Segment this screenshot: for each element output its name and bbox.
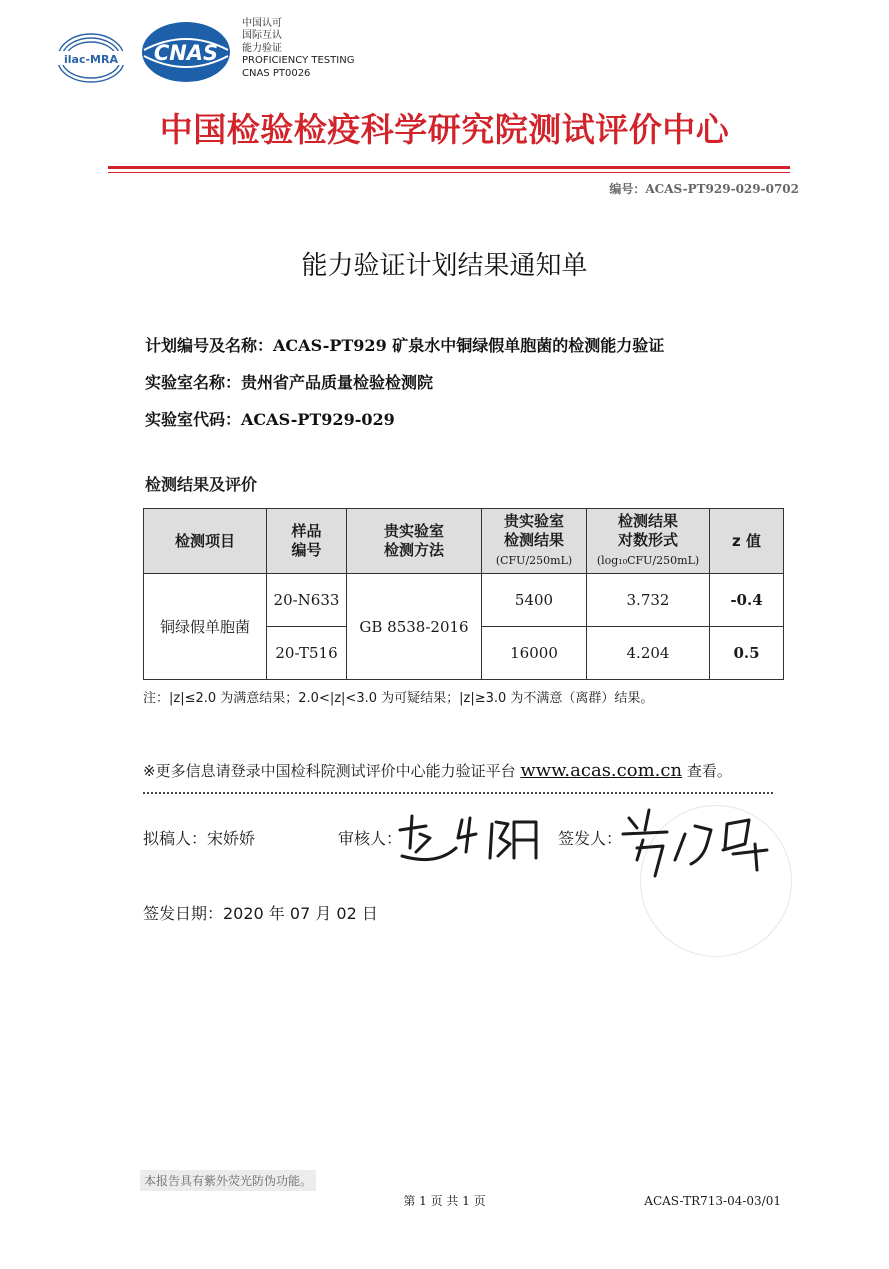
issuer-label: 签发人： xyxy=(558,829,623,848)
lab-code-info xyxy=(145,407,395,430)
table-header-row xyxy=(144,509,784,574)
cnas-line: PROFICIENCY TESTING xyxy=(242,55,355,67)
cell-z: -0.4 xyxy=(710,574,784,627)
lab-name-value: 贵州省产品质量检验检测院 xyxy=(241,373,434,392)
header-result: 贵实验室 检测结果 (CFU/250mL) xyxy=(482,509,587,574)
evaluation-note: 注：|z|≤2.0 为满意结果；2.0<|z|<3.0 为可疑结果；|z|≥3.0 为不满意（离群）结果。 xyxy=(143,691,654,706)
form-code: ACAS-TR713-04-03/01 xyxy=(644,1194,781,1208)
ilac-mra-logo xyxy=(52,30,130,86)
header-sample: 样品 编号 xyxy=(267,509,347,574)
svg-text:CNAS: CNAS xyxy=(153,41,219,65)
dotted-divider xyxy=(143,792,773,794)
plan-label: 计划编号及名称： xyxy=(145,336,274,355)
header-method: 贵实验室 检测方法 xyxy=(347,509,482,574)
cell-sample: 20-T516 xyxy=(267,627,347,680)
cell-method: GB 8538-2016 xyxy=(347,574,482,680)
document-title: 能力验证计划结果通知单 xyxy=(301,251,588,281)
more-info-prefix: ※更多信息请登录中国检科院测试评价中心能力验证平台 xyxy=(143,762,521,780)
svg-text:ilac-MRA: ilac-MRA xyxy=(64,53,118,66)
cell-z: 0.5 xyxy=(710,627,784,680)
plan-info xyxy=(145,333,664,356)
issuer-signature xyxy=(615,804,790,888)
lab-code-value: ACAS-PT929-029 xyxy=(241,410,395,429)
header-divider-thin xyxy=(108,172,790,173)
more-info xyxy=(143,760,732,781)
header-z: z 值 xyxy=(710,509,784,574)
header-item: 检测项目 xyxy=(144,509,267,574)
cell-log: 3.732 xyxy=(587,574,710,627)
uv-security-note: 本报告具有紫外荧光防伪功能。 xyxy=(140,1170,316,1191)
cnas-line: 国际互认 xyxy=(242,30,282,42)
document-number: 编号：ACAS-PT929-029-0702 xyxy=(609,182,799,196)
header-log: 检测结果 对数形式 (log₁₀CFU/250mL) xyxy=(587,509,710,574)
reviewer-signature xyxy=(396,808,546,874)
lab-name-info xyxy=(145,370,433,393)
cnas-accreditation-text xyxy=(242,18,354,80)
cell-result: 16000 xyxy=(482,627,587,680)
org-name: 中国检验检疫科学研究院测试评价中心 xyxy=(159,110,730,149)
plan-value: ACAS-PT929 矿泉水中铜绿假单胞菌的检测能力验证 xyxy=(273,336,665,355)
cell-log: 4.204 xyxy=(587,627,710,680)
drafter-name: 宋娇娇 xyxy=(207,829,256,848)
drafter-label: 拟稿人： xyxy=(143,829,208,848)
results-table xyxy=(143,508,784,680)
section-title: 检测结果及评价 xyxy=(145,475,258,494)
cell-sample: 20-N633 xyxy=(267,574,347,627)
cell-item: 铜绿假单胞菌 xyxy=(144,574,267,680)
lab-code-label: 实验室代码： xyxy=(145,410,242,429)
cnas-line: 中国认可 xyxy=(242,18,282,29)
cnas-line: 能力验证 xyxy=(242,42,282,54)
cell-result: 5400 xyxy=(482,574,587,627)
platform-link[interactable]: www.acas.com.cn xyxy=(520,760,683,781)
more-info-suffix: 查看。 xyxy=(682,762,732,780)
cnas-line: CNAS PT0026 xyxy=(242,67,311,79)
issue-date: 签发日期：2020 年 07 月 02 日 xyxy=(143,904,378,923)
drafter xyxy=(143,826,255,849)
lab-name-label: 实验室名称： xyxy=(145,373,242,392)
header-divider xyxy=(108,166,790,169)
table-row xyxy=(144,574,784,627)
cnas-logo xyxy=(140,20,232,84)
reviewer-label: 审核人： xyxy=(338,829,403,848)
page-number: 第 1 页 共 1 页 xyxy=(403,1194,486,1208)
